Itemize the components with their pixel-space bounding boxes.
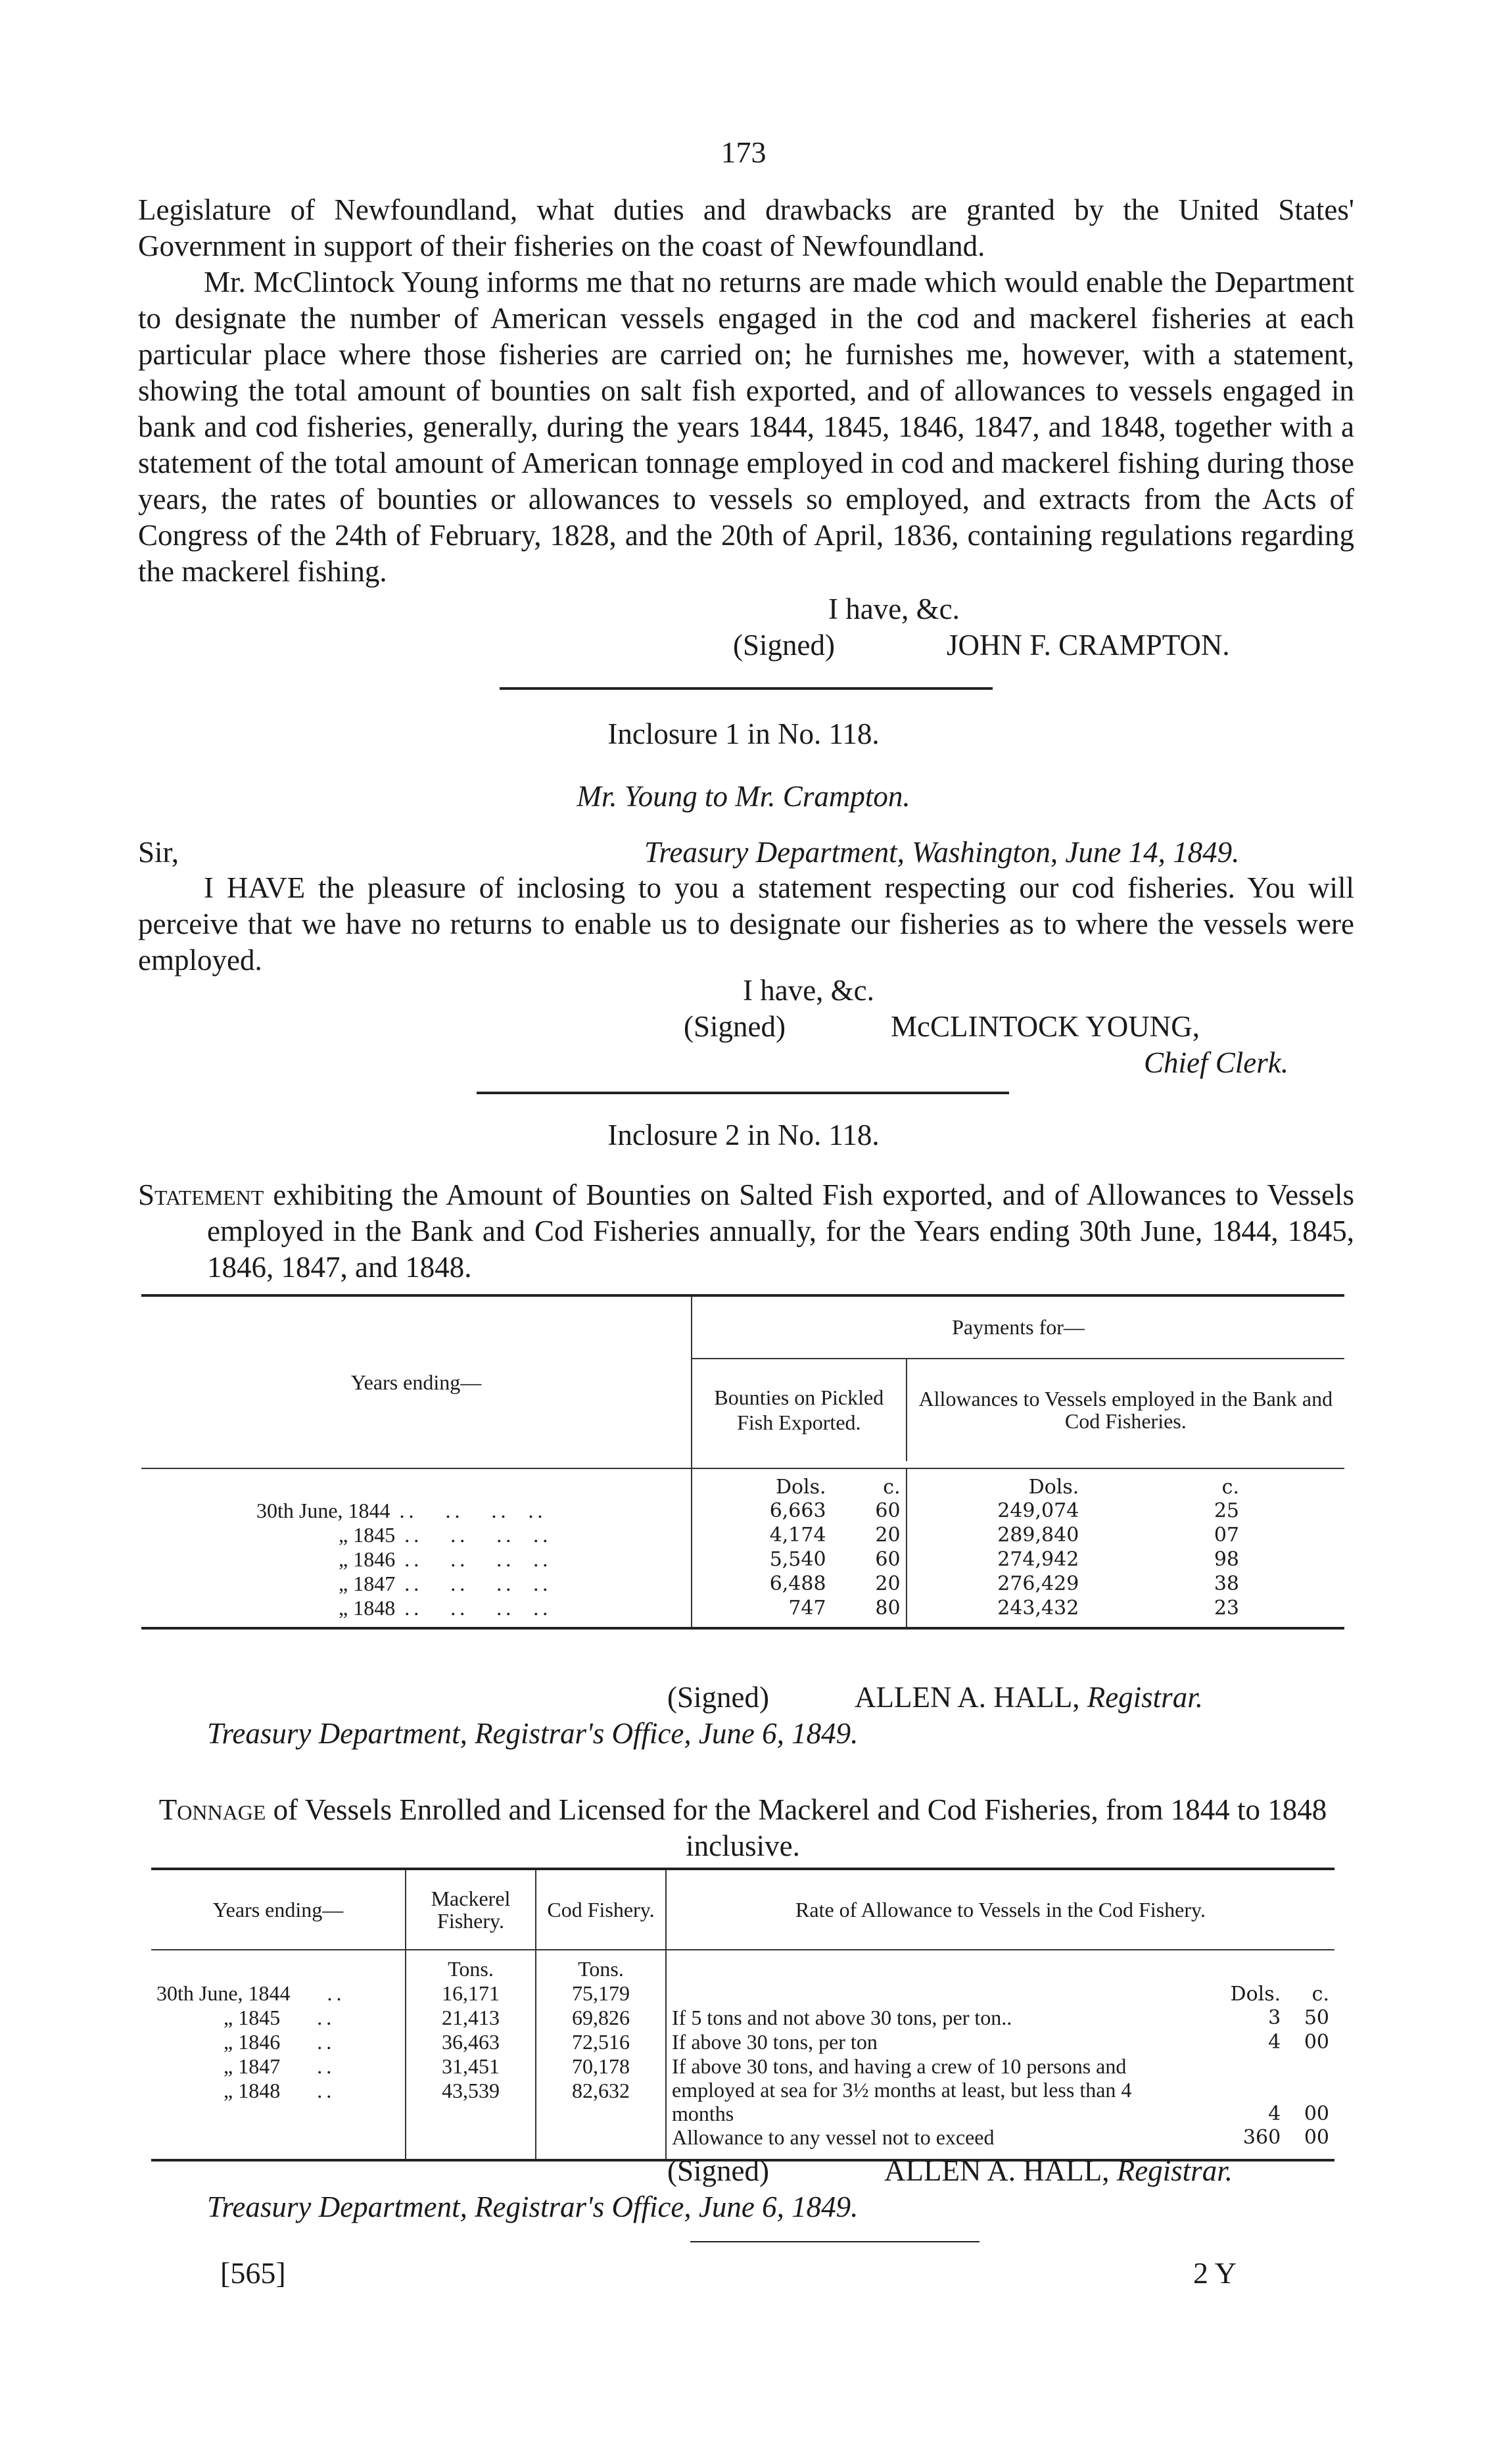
bounties-table <box>141 1294 1344 1630</box>
col-mackerel: Mackerel Fishery. <box>406 1869 536 1950</box>
sig3-signed: (Signed) <box>667 2154 769 2187</box>
rate-dols: 3 <box>1268 2006 1281 2029</box>
sig2-signer-block <box>855 1680 1203 1714</box>
table-row: „ 1845 .. .. .. .. 4,174 20 289,840 07 <box>141 1523 1344 1547</box>
letter-signer: JOHN F. CRAMPTON. <box>947 629 1230 662</box>
sig3-dateline: Treasury Department, Registrar's Office, June 6, 1849. <box>207 2190 859 2223</box>
table-row: „ 1846 .. 36,463 72,516 If above 30 tons, per ton 4 00 <box>151 2030 1334 2054</box>
bounty-cents: 60 <box>875 1499 901 1522</box>
sig2-signed: (Signed) <box>667 1681 769 1714</box>
mackerel-tons: 21,413 <box>406 2006 536 2030</box>
row-year: „ 1846 <box>224 2030 281 2054</box>
unit-cents: c. <box>1221 1476 1239 1499</box>
col-years-ending: Years ending— <box>212 1897 344 1921</box>
rate-dols: 360 <box>1242 2126 1281 2149</box>
rate-text: If 5 tons and not above 30 tons, per ton.. <box>666 2006 1203 2030</box>
bounty-dols: 5,540 <box>692 1547 832 1572</box>
letter-closing: I have, &c. <box>828 592 960 625</box>
bounty-cents: 80 <box>875 1597 901 1620</box>
col-years-ending: Years ending— <box>350 1370 482 1394</box>
unit-tons: Tons. <box>536 1950 666 1981</box>
allowance-cents: 23 <box>1214 1597 1239 1620</box>
statement-caption <box>138 1177 1354 1286</box>
letter-signed: (Signed) <box>733 629 835 662</box>
rate-cents: 50 <box>1304 2006 1329 2029</box>
table-row: „ 1845 .. 21,413 69,826 If 5 tons and not above 30 tons, per ton.. 3 50 <box>151 2006 1334 2030</box>
col-payments-for: Payments for— <box>692 1295 1344 1359</box>
sig2-title: Registrar. <box>1087 1681 1203 1714</box>
table-row: 30th June, 1844 .. .. .. .. 6,663 60 249,074 25 <box>141 1499 1344 1523</box>
rate-text: If above 30 tons, and having a crew of 10 persons and employed at sea for 3½ months at least, but less than 4 months <box>666 2054 1203 2125</box>
cod-tons: 69,826 <box>536 2006 666 2030</box>
row-year: „ 1848 <box>224 2079 281 2102</box>
rate-cents: 00 <box>1304 2031 1329 2054</box>
bounty-dols: 4,174 <box>692 1523 832 1547</box>
mackerel-tons: 43,539 <box>442 2079 500 2102</box>
tonnage-lead: Tonnage <box>158 1793 266 1826</box>
sig3-signer: ALLEN A. HALL, <box>884 2154 1110 2187</box>
inclosure-1-closing: I have, &c. <box>743 974 874 1007</box>
allowance-dols: 243,432 <box>907 1596 1085 1628</box>
allowance-cents: 98 <box>1214 1548 1239 1571</box>
sig2-dateline: Treasury Department, Registrar's Office, June 6, 1849. <box>207 1717 859 1750</box>
col-bounties: Bounties on Pickled Fish Exported. <box>692 1359 907 1461</box>
row-year: 30th June, 1844 <box>156 1981 291 2005</box>
mackerel-tons: 16,171 <box>406 1981 536 2006</box>
footer-signature-mark: [565] <box>220 2256 286 2290</box>
unit-dols: Dols. <box>692 1468 832 1499</box>
unit-cents: c. <box>1311 1983 1329 2006</box>
inclosure-1-paragraph: I HAVE the pleasure of inclosing to you a statement respecting our cod fisheries. You will perceive that we have no returns to enable us to designate our fisheries as to where the vessels were employed. <box>138 871 1354 977</box>
tonnage-table <box>151 1868 1334 2162</box>
unit-tons: Tons. <box>406 1950 536 1981</box>
letter-paragraph-2: Mr. McClintock Young informs me that no returns are made which would enable the Department to designate the number of American vessels engaged in the cod and mackerel fisheries at each particular place where those fisheries are carried on; he furnishes me, however, with a statement, showing the total amount of bounties on salt fish exported, and of allowances to vessels engaged in bank and cod fisheries, generally, during the years 1844, 1845, 1846, 1847, and 1848, together with a statement of the total amount of American tonnage employed in cod and mackerel fishing during those years, the rates of bounties or allowances to vessels so employed, and extracts from the Acts of Congress of the 24th of February, 1828, and the 20th of April, 1836, containing regulations regarding the mackerel fishing. <box>138 266 1354 588</box>
allowance-cents: 25 <box>1214 1499 1239 1522</box>
sig2-signer: ALLEN A. HALL, <box>855 1681 1080 1714</box>
cod-tons: 75,179 <box>536 1981 666 2006</box>
row-year: „ 1847 <box>339 1572 396 1595</box>
inclosure-1-heading: Inclosure 1 in No. 118. <box>607 717 880 750</box>
bounty-cents: 60 <box>875 1548 901 1571</box>
statement-text: exhibiting the Amount of Bounties on Salted Fish exported, and of Allowances to Vessels employed in the Bank and Cod Fisheries annually, for the Years ending 30th June, 1844, 1845, 1846, 1847, and 1848. <box>207 1178 1354 1284</box>
row-year: „ 1847 <box>224 2054 281 2078</box>
row-year: 30th June, 1844 <box>256 1499 390 1522</box>
unit-dols: Dols. <box>907 1468 1085 1499</box>
table-row: 30th June, 1844 .. 16,171 75,179 <box>151 1981 1334 2006</box>
inclosure-1-subheading: Mr. Young to Mr. Crampton. <box>577 780 910 813</box>
statement-lead: Statement <box>138 1178 264 1211</box>
inclosure-1-dateline: Treasury Department, Washington, June 14, 1849. <box>644 836 1240 869</box>
bounty-dols: 6,488 <box>692 1572 832 1596</box>
cod-tons: 70,178 <box>572 2054 630 2078</box>
page-number: 173 <box>720 135 767 169</box>
salutation: Sir, <box>138 836 179 869</box>
row-year: „ 1845 <box>339 1523 396 1547</box>
allowance-dols: 276,429 <box>907 1572 1085 1596</box>
row-year: „ 1846 <box>339 1547 396 1571</box>
allowance-cents: 38 <box>1214 1572 1239 1595</box>
inclosure-1-signer: McCLINTOCK YOUNG, <box>891 1010 1200 1043</box>
cod-tons: 82,632 <box>572 2079 630 2102</box>
table-row: „ 1848 .. .. .. .. 747 80 243,432 23 <box>141 1596 1344 1628</box>
inclosure-1-title: Chief Clerk. <box>1144 1046 1288 1079</box>
bounty-cents: 20 <box>875 1524 901 1547</box>
sig3-signer-block <box>884 2154 1233 2188</box>
bounty-cents: 20 <box>875 1572 901 1595</box>
rate-dols: 4 <box>1268 2031 1281 2054</box>
bounty-dols: 6,663 <box>692 1499 832 1523</box>
allowance-dols: 289,840 <box>907 1523 1085 1547</box>
divider-rule <box>477 1092 1009 1094</box>
col-allowances: Allowances to Vessels employed in the Bank and Cod Fisheries. <box>907 1359 1344 1461</box>
sig3-title: Registrar. <box>1116 2154 1233 2187</box>
tonnage-text: of Vessels Enrolled and Licensed for the Mackerel and Cod Fisheries, from 1844 to 1848 inclusive. <box>266 1793 1327 1862</box>
allowance-cents: 07 <box>1214 1524 1239 1547</box>
mackerel-tons: 36,463 <box>406 2030 536 2054</box>
divider-rule <box>500 687 993 690</box>
rate-text: Allowance to any vessel not to exceed <box>666 2125 1203 2160</box>
divider-rule <box>690 2241 980 2242</box>
inclosure-1-signed: (Signed) <box>684 1010 786 1043</box>
tonnage-caption <box>151 1792 1334 1864</box>
allowance-dols: 249,074 <box>907 1499 1085 1523</box>
table-row: „ 1846 .. .. .. .. 5,540 60 274,942 98 <box>141 1547 1344 1572</box>
footer-gathering-mark: 2 Y <box>1193 2256 1237 2290</box>
col-rate: Rate of Allowance to Vessels in the Cod Fishery. <box>666 1869 1334 1950</box>
inclosure-2-heading: Inclosure 2 in No. 118. <box>607 1119 880 1151</box>
unit-cents: c. <box>883 1476 901 1499</box>
mackerel-tons: 31,451 <box>442 2054 500 2078</box>
table-row: „ 1847 .. „ 1848 .. 31,451 43,539 70,178 82,632 If above 30 tons, and having a crew of 10 persons and employed at sea for 3½ months at least, but less than 4 months 4 00 <box>151 2054 1334 2125</box>
inclosure-1-body <box>138 870 1354 978</box>
rate-cents: 00 <box>1304 2102 1329 2125</box>
bounty-dols: 747 <box>692 1596 832 1628</box>
allowance-dols: 274,942 <box>907 1547 1085 1572</box>
rate-cents: 00 <box>1304 2126 1329 2149</box>
row-year: „ 1848 <box>339 1596 396 1620</box>
unit-dols: Dols. <box>1230 1983 1281 2006</box>
letter-paragraph-1: Legislature of Newfoundland, what duties and drawbacks are granted by the United States' Government in support of their fisheries on the coast of Newfoundland. <box>138 193 1354 262</box>
rate-dols: 4 <box>1268 2102 1281 2125</box>
letter-body <box>138 192 1354 590</box>
row-year: „ 1845 <box>224 2006 281 2029</box>
table-row: „ 1847 .. .. .. .. 6,488 20 276,429 38 <box>141 1572 1344 1596</box>
cod-tons: 72,516 <box>536 2030 666 2054</box>
col-cod: Cod Fishery. <box>536 1869 666 1950</box>
rate-text: If above 30 tons, per ton <box>666 2030 1203 2054</box>
